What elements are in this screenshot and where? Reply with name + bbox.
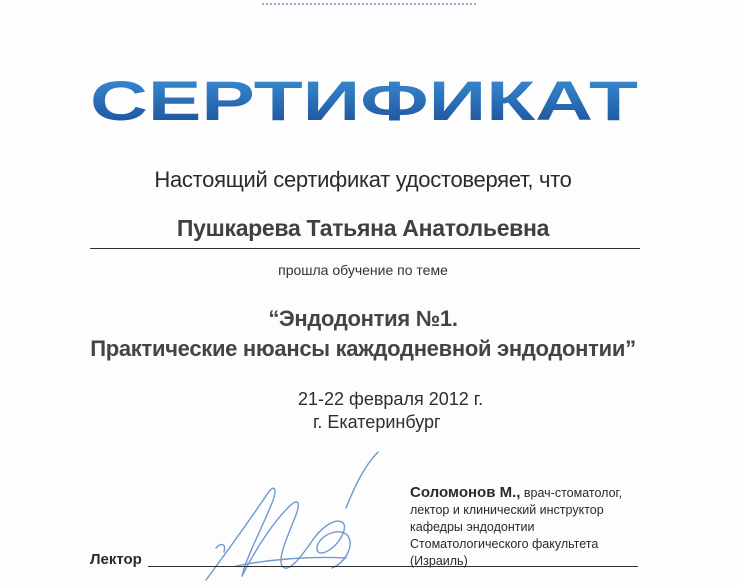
name-underline	[90, 248, 640, 249]
lecturer-title-3: кафедры эндодонтии	[410, 520, 535, 534]
lecturer-title-4: Стоматологического факультета	[410, 537, 599, 551]
lecturer-title-5: (Израиль)	[410, 554, 468, 568]
recipient-name: Пушкарева Татьяна Анатольевна	[176, 215, 550, 241]
course-date: 21-22 февраля 2012 г.	[298, 389, 484, 409]
lecturer-info	[410, 484, 732, 570]
course-theme-line1: “Эндодонтия №1.	[268, 306, 458, 331]
lector-label: Лектор	[90, 551, 142, 568]
intro-text: Настоящий сертификат удостоверяет, что	[154, 167, 572, 192]
course-theme	[0, 304, 742, 364]
lecturer-title-1: врач-стоматолог,	[520, 486, 623, 500]
top-decorative-strip	[262, 0, 476, 5]
lecturer-title-2: лектор и клинический инструктор	[410, 503, 604, 517]
certificate-title	[86, 72, 642, 130]
handwritten-signature	[196, 448, 386, 585]
certificate-title-text: СЕРТИФИКАТ	[90, 72, 638, 130]
lecturer-name: Соломонов М.,	[410, 484, 521, 501]
course-theme-line2: Практические нюансы каждодневной эндодонтии”	[90, 336, 636, 361]
signature-line	[148, 566, 638, 567]
course-city: г. Екатеринбург	[313, 412, 441, 432]
studied-label: прошла обучение по теме	[278, 262, 448, 278]
